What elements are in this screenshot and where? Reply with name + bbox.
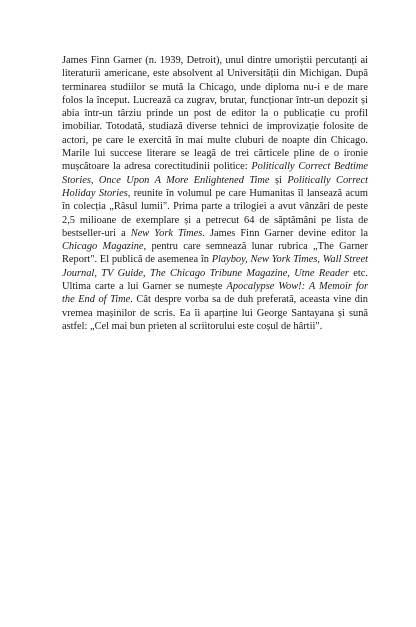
book-title-bedtime-stories: Politically Correct Bedtime Stories [62,161,369,186]
bio-text-4: , reunite în volumul pe care Humanitas îl lansează acum în colecția „Râsul lumii". Prima parte a trilogiei a avut vânzări de peste 2,5 milioane de exemplare și a petrecut 64 de săptămâni pe lista de bestseller-uri a [62,187,369,239]
bio-text-5: . James Finn Garner devine editor la [202,227,368,239]
publication-new-york-times: New York Times [130,227,203,239]
book-title-enlightened-time: Once Upon A More Enlightened Time [98,174,270,186]
bio-text-3: și [269,174,288,186]
author-biography-paragraph [62,54,368,333]
book-title-apocalypse-wow: Apocalypse Wow!: A Memoir for the End of Time [62,281,368,306]
bio-text-2: , [90,174,99,186]
bio-text-8: . Cât despre vorba sa de duh preferată, aceasta vine din vremea mașinilor de scris. Ea îi aparține lui George Santayana și sună astfel: „Cel mai bun prieten al scriitorului este coșul de hârtii". [62,294,368,332]
bio-text-7: etc. Ultima carte a lui Garner se numește [62,267,368,293]
publication-list: Playboy, New York Times, Wall Street Journal, TV Guide, The Chicago Tribune Magazine, Utne Reader [62,254,368,279]
book-title-holiday-stories: Politically Correct Holiday Stories [62,174,368,199]
bio-text-1: James Finn Garner (n. 1939, Detroit), unul dintre umoriștii percutanți ai literaturii americane, este absolvent al Universității din Michigan. După terminarea studiilor se mută la Chicago, unde diploma nu-i e de mare folos la început. Lucrează ca zugrav, brutar, funcționar într-un depozit și abia într-un târziu prinde un post de editor la o publicație cu profil imobiliar. Totodată, studiază diverse tehnici de improvizație folosite de actori, pe care le exercită în mai multe cluburi de noapte din Chicago. Marile lui succese literare se leagă de trei cărticele pline de o ironie mușcătoare la adresa corectitudinii politice: [62,55,368,173]
publication-chicago-magazine: Chicago Magazine [62,241,144,253]
bio-text-6: , pentru care semnează lunar rubrica „The Garner Report". El publică de asemenea în [62,241,368,266]
